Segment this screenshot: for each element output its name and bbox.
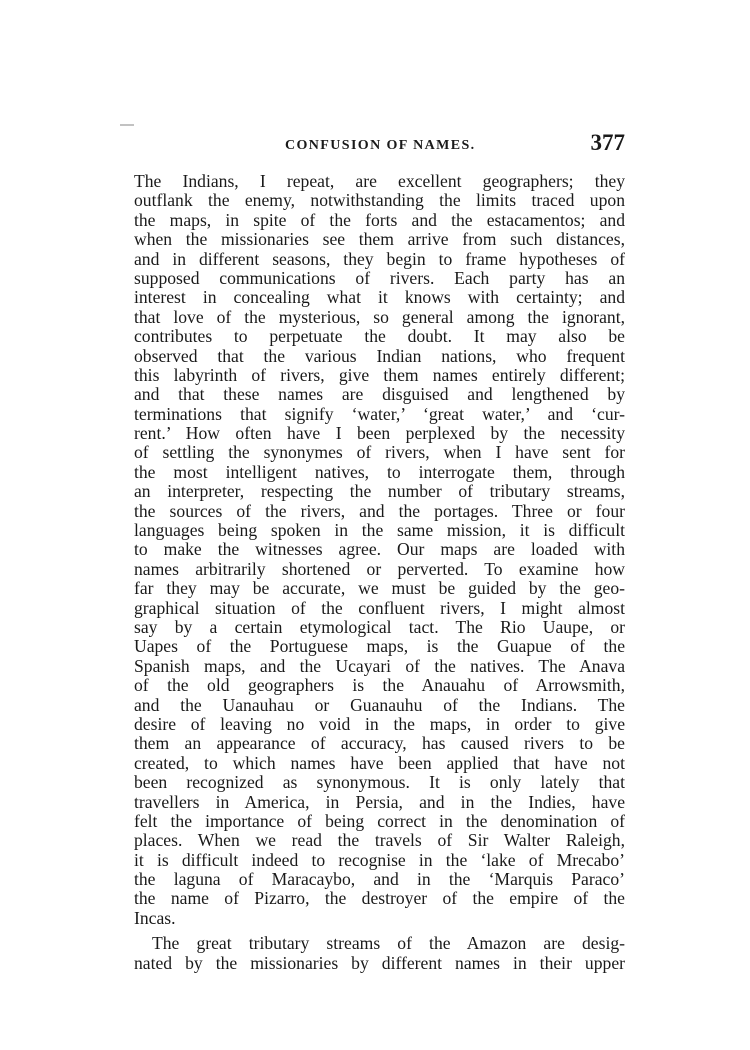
text-line: been recognized as synonymous. It is only lately that: [134, 773, 625, 793]
paragraph: [134, 934, 625, 973]
text-line: graphical situation of the confluent rivers, I might almost: [134, 598, 625, 618]
text-line: the sources of the rivers, and the portages. Three or four: [134, 501, 625, 521]
text-line: outflank the enemy, notwithstanding the limits traced upon: [134, 191, 625, 211]
text-line: them an appearance of accuracy, has caused rivers to be: [134, 734, 625, 754]
text-line: say by a certain etymological tact. The Rio Uaupe, or: [134, 617, 625, 637]
text-line: observed that the various Indian nations, who frequent: [134, 346, 625, 366]
text-line: places. When we read the travels of Sir Walter Raleigh,: [134, 831, 625, 851]
text-line: The Indians, I repeat, are excellent geographers; they: [134, 172, 625, 191]
text-line: created, to which names have been applied that have not: [134, 753, 625, 773]
text-line: Spanish maps, and the Ucayari of the natives. The Anava: [134, 656, 625, 676]
text-line: it is difficult indeed to recognise in the ‘lake of Mrecabo’: [134, 850, 625, 870]
text-line: far they may be accurate, we must be guided by the geo-: [134, 579, 625, 599]
text-line: felt the importance of being correct in the denomination of: [134, 811, 625, 831]
text-line: of the old geographers is the Anauahu of Arrowsmith,: [134, 676, 625, 696]
text-line: The great tributary streams of the Amazon are desig-: [152, 934, 625, 954]
text-line: travellers in America, in Persia, and in the Indies, have: [134, 792, 625, 812]
running-head: [135, 132, 625, 162]
text-line: when the missionaries see them arrive from such distances,: [134, 230, 625, 250]
paragraph: [134, 172, 625, 928]
text-line: desire of leaving no void in the maps, in order to give: [134, 714, 625, 734]
text-line: and the Uanauhau or Guanauhu of the Indians. The: [134, 695, 625, 715]
text-line: names arbitrarily shortened or perverted. To examine how: [134, 559, 625, 579]
page-number: 377: [590, 130, 625, 155]
body-text: [134, 172, 625, 973]
text-line: of settling the synonymes of rivers, when I have sent for: [134, 443, 625, 463]
text-line: the maps, in spite of the forts and the estacamentos; and: [134, 210, 625, 230]
text-line: contributes to perpetuate the doubt. It may also be: [134, 327, 625, 347]
text-line: interest in concealing what it knows with certainty; and: [134, 288, 625, 308]
text-line: nated by the missionaries by different names in their upper: [134, 953, 625, 973]
text-line: that love of the mysterious, so general among the ignorant,: [134, 307, 625, 327]
text-line: Incas.: [134, 908, 176, 928]
text-line: the name of Pizarro, the destroyer of the empire of the: [134, 889, 625, 909]
text-line: an interpreter, respecting the number of tributary streams,: [134, 482, 625, 502]
text-line: the laguna of Maracaybo, and in the ‘Marquis Paraco’: [134, 870, 625, 890]
text-line: terminations that signify ‘water,’ ‘great water,’ and ‘cur-: [134, 404, 625, 424]
text-line: languages being spoken in the same mission, it is difficult: [134, 521, 625, 541]
text-line: Uapes of the Portuguese maps, is the Guapue of the: [134, 637, 625, 657]
text-line: to make the witnesses agree. Our maps are loaded with: [134, 540, 625, 560]
text-line: and in different seasons, they begin to frame hypotheses of: [134, 249, 625, 269]
text-line: this labyrinth of rivers, give them names entirely different;: [134, 365, 625, 385]
text-line: supposed communications of rivers. Each party has an: [134, 268, 625, 288]
ink-mark: [120, 124, 134, 126]
running-title: CONFUSION OF NAMES.: [285, 138, 476, 153]
text-line: rent.’ How often have I been perplexed by the necessity: [134, 424, 625, 444]
text-line: the most intelligent natives, to interrogate them, through: [134, 462, 625, 482]
text-line: and that these names are disguised and lengthened by: [134, 385, 625, 405]
